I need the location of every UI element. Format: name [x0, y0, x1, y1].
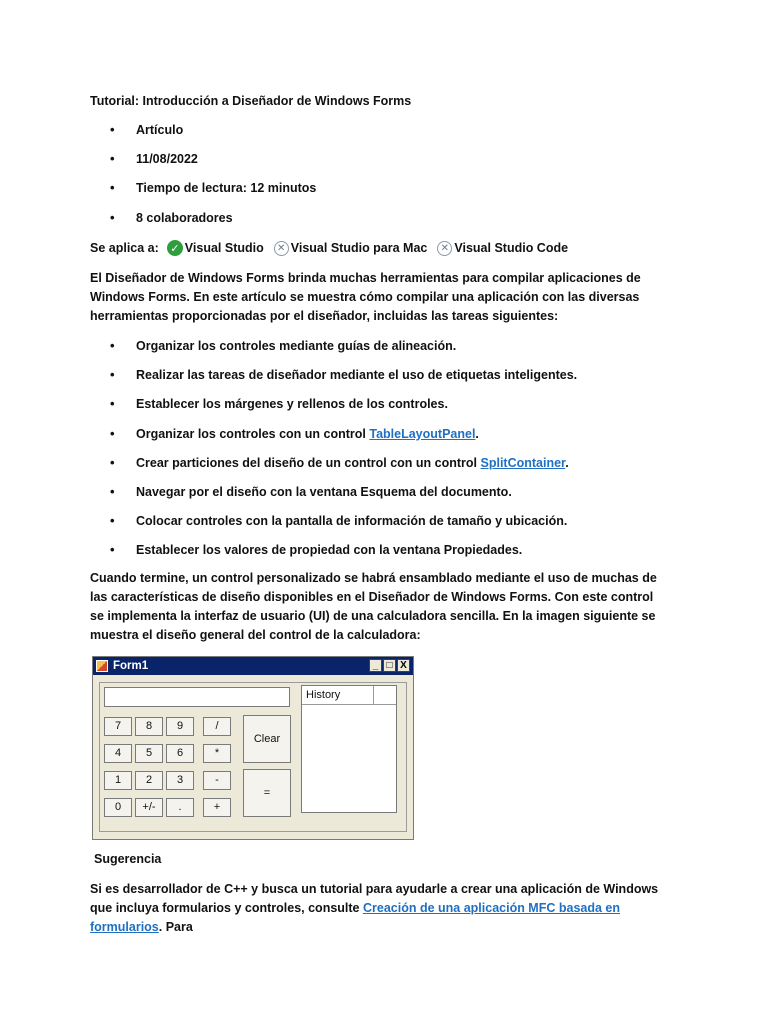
task-item: [90, 454, 577, 483]
task-item: • Navegar por el diseño con la ventana Esquema del documento.: [90, 483, 577, 512]
close-icon[interactable]: X: [397, 659, 410, 672]
key-9[interactable]: 9: [166, 717, 194, 736]
task-list: [90, 337, 577, 571]
task-item: • Organizar los controles mediante guías de alineación.: [90, 337, 577, 366]
task-item: • Establecer los valores de propiedad con la ventana Propiedades.: [90, 541, 577, 570]
key-8[interactable]: 8: [135, 717, 163, 736]
page-title: Tutorial: Introducción a Diseñador de Windows Forms: [90, 94, 412, 108]
tip-heading: Sugerencia: [94, 852, 162, 866]
task-text: Organizar los controles con un control: [136, 426, 370, 441]
task-item: [90, 425, 577, 454]
minimize-icon[interactable]: _: [369, 659, 382, 672]
task-text: Crear particiones del diseño de un control con un control: [136, 455, 481, 470]
history-header-row: [302, 686, 396, 705]
equals-button[interactable]: =: [243, 769, 291, 817]
form-app-icon: [96, 660, 108, 672]
calculator-display[interactable]: [104, 687, 290, 707]
product-name: Visual Studio para Mac: [290, 241, 428, 255]
history-column-header[interactable]: History: [302, 686, 374, 704]
key-7[interactable]: 7: [104, 717, 132, 736]
task-text-end: .: [565, 455, 569, 470]
calculator-form-image: [92, 656, 414, 840]
applies-to: [90, 240, 578, 256]
key-6[interactable]: 6: [166, 744, 194, 763]
tip-text-end: . Para: [158, 920, 193, 934]
applies-to-label: Se aplica a:: [90, 241, 159, 255]
product-name: Visual Studio: [184, 241, 264, 255]
tip-text: Si es desarrollador de C++ y busca un tutorial para ayudarle a crear una aplicación de Windows que incluya formularios y controles, consulte: [90, 882, 659, 915]
splitcontainer-link[interactable]: SplitContainer: [480, 455, 566, 470]
product-name: Visual Studio Code: [454, 241, 569, 255]
task-item: • Realizar las tareas de diseñador mediante el uso de etiquetas inteligentes.: [90, 366, 577, 395]
key-3[interactable]: 3: [166, 771, 194, 790]
key-multiply[interactable]: *: [203, 744, 231, 763]
tip-paragraph: [90, 880, 670, 937]
product-visual-studio: [167, 240, 264, 256]
task-text-end: .: [475, 426, 479, 441]
key-1[interactable]: 1: [104, 771, 132, 790]
key-divide[interactable]: /: [203, 717, 231, 736]
maximize-icon[interactable]: □: [383, 659, 396, 672]
window-buttons: [369, 659, 410, 672]
clear-button[interactable]: Clear: [243, 715, 291, 763]
intro-paragraph: El Diseñador de Windows Forms brinda muchas herramientas para compilar aplicaciones de Windows Forms. En este artículo se muestra cómo compilar una aplicación con las diversas herramientas proporcionadas por el diseñador, incluidas las tareas siguientes:: [90, 271, 641, 323]
product-visual-studio-mac: [274, 241, 428, 256]
check-circle-icon: ✓: [167, 240, 183, 256]
x-circle-icon: ✕: [274, 241, 289, 256]
key-minus[interactable]: -: [203, 771, 231, 790]
key-sign[interactable]: +/-: [135, 798, 163, 817]
key-5[interactable]: 5: [135, 744, 163, 763]
history-list[interactable]: [301, 685, 397, 813]
meta-type: • Artículo: [90, 121, 316, 150]
key-0[interactable]: 0: [104, 798, 132, 817]
article-meta-list: [90, 121, 316, 238]
mfc-forms-link[interactable]: Creación de una aplicación MFC basada en formularios: [90, 901, 620, 934]
task-item: • Establecer los márgenes y rellenos de los controles.: [90, 395, 577, 424]
summary-paragraph: Cuando termine, un control personalizado se habrá ensamblado mediante el uso de muchas de las características de diseño disponibles en el Diseñador de Windows Forms. Con este control se implementa la interfaz de usuario (UI) de una calculadora sencilla. En la imagen siguiente se muestra el diseño general del control de la calculadora:: [90, 571, 657, 642]
calculator-panel: [99, 682, 407, 832]
meta-contributors[interactable]: • 8 colaboradores: [90, 209, 316, 238]
key-plus[interactable]: +: [203, 798, 231, 817]
key-decimal[interactable]: .: [166, 798, 194, 817]
form-title: Form1: [113, 660, 149, 672]
form-title-bar: [93, 657, 413, 675]
key-2[interactable]: 2: [135, 771, 163, 790]
product-visual-studio-code: [437, 241, 568, 256]
tablelayoutpanel-link[interactable]: TableLayoutPanel: [369, 426, 476, 441]
meta-reading-time: • Tiempo de lectura: 12 minutos: [90, 179, 316, 208]
key-4[interactable]: 4: [104, 744, 132, 763]
task-item: • Colocar controles con la pantalla de información de tamaño y ubicación.: [90, 512, 577, 541]
x-circle-icon: ✕: [437, 241, 452, 256]
meta-date: • 11/08/2022: [90, 150, 316, 179]
